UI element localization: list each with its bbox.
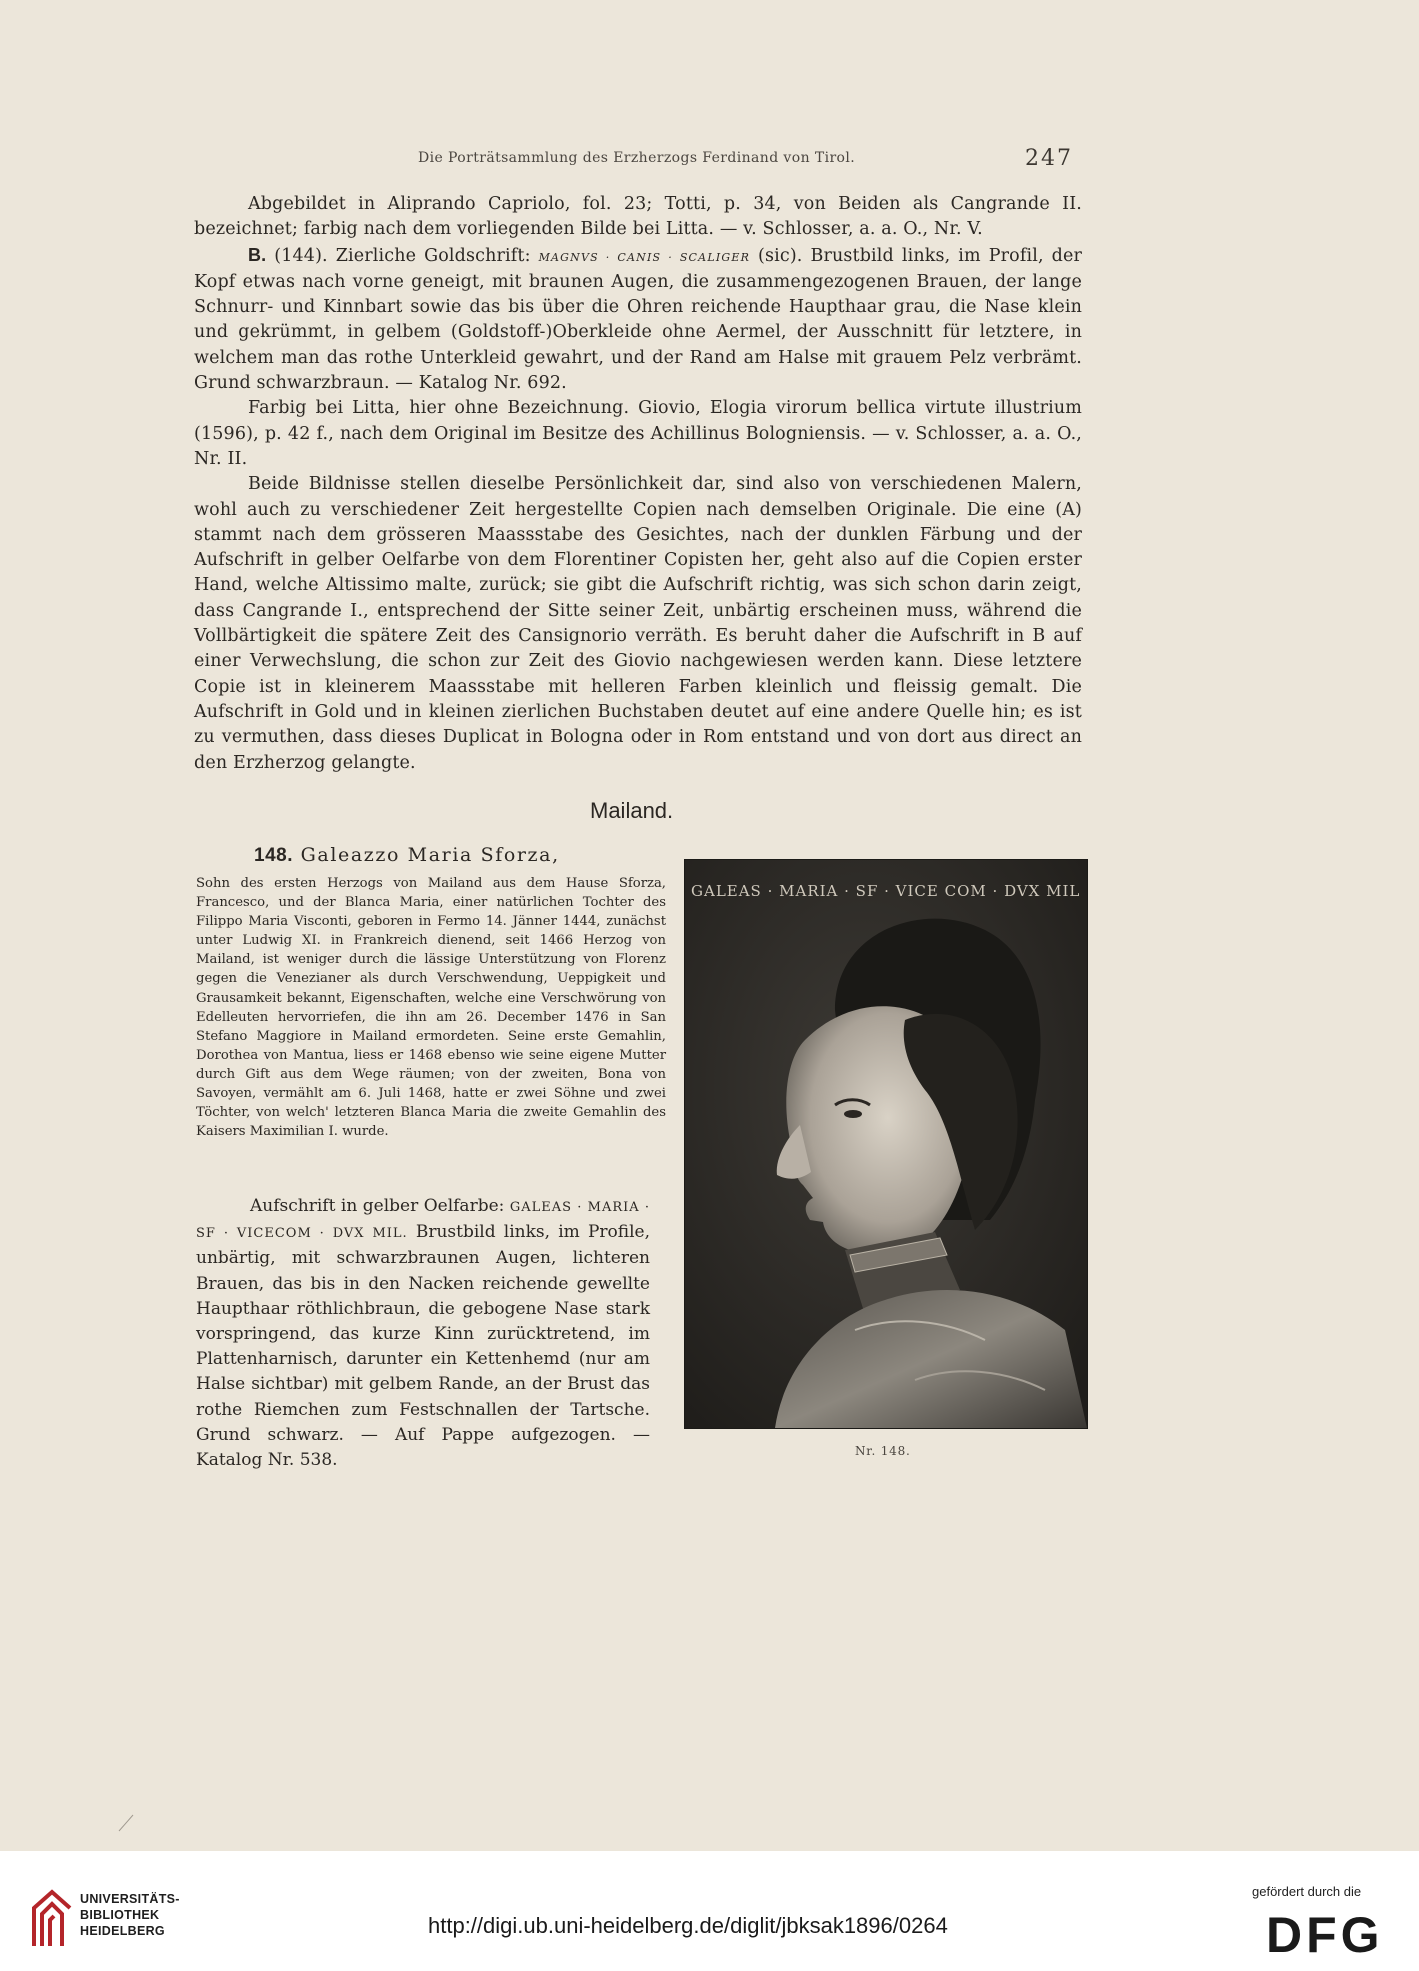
description-inscription: GALEAS · MARIA · SF · VICECOM · DVX MIL. [196, 1200, 650, 1242]
entry-number: 148. [254, 845, 293, 866]
library-name [80, 1891, 180, 1939]
page-number: 247 [1025, 146, 1073, 171]
entry-b-label: B. [248, 244, 267, 265]
figure-caption: Nr. 148. [855, 1444, 911, 1458]
paragraph-entry-b [194, 243, 1082, 397]
library-name-line: BIBLIOTHEK [80, 1908, 160, 1922]
entry-b-text-a: (144). Zierliche Goldschrift: [274, 245, 531, 266]
entry-b-inscription: MAGNVS · CANIS · SCALIGER [538, 250, 751, 264]
running-head: Die Porträtsammlung des Erzherzogs Ferdinand von Tirol. [418, 150, 856, 166]
library-name-line: UNIVERSITÄTS- [80, 1892, 180, 1906]
library-logo-icon [30, 1886, 74, 1952]
portrait-inscription: GALEAS · MARIA · SF · VICE COM · DVX MIL [691, 882, 1081, 900]
entry-heading [254, 844, 560, 867]
entry-description [196, 1194, 650, 1473]
paragraph-citation: Abgebildet in Aliprando Capriolo, fol. 23; Totti, p. 34, von Beiden als Cangrande II. bezeichnet; farbig nach dem vorliegenden Bilde bei Litta. — v. Schlosser, a. a. O., Nr. V. [194, 194, 1082, 240]
library-name-line: HEIDELBERG [80, 1924, 165, 1938]
source-url-link[interactable]: http://digi.ub.uni-heidelberg.de/diglit/jbksak1896/0264 [428, 1913, 948, 1938]
paragraph-giovio: Farbig bei Litta, hier ohne Bezeichnung. Giovio, Elogia virorum bellica virtute illustrium (1596), p. 42 f., nach dem Original im Besitze des Achillinus Bologniensis. — v. Schlosser, a. a. O., Nr. II. [194, 398, 1082, 469]
description-text-a: Aufschrift in gelber Oelfarbe: [250, 1196, 505, 1216]
funded-by-label: gefördert durch die [1252, 1884, 1362, 1899]
entry-biography: Sohn des ersten Herzogs von Mailand aus dem Hause Sforza, Francesco, und der Blanca Maria, einer natürlichen Tochter des Filippo Maria Visconti, geboren in Fermo 14. Jänner 1444, zunächst unter Ludwig XI. in Frankreich dienend, seit 1466 Herzog von Mailand, ist weniger durch die lässige Unterstützung von Florenz gegen die Venezianer als durch Verschwendung, Ueppigkeit und Grausamkeit bekannt, Eigenschaften, welche eine Verschwörung von Edelleuten hervorriefen, die ihn am 26. December 1476 in San Stefano Maggiore in Mailand ermordeten. Seine erste Gemahlin, Dorothea von Mantua, liess er 1468 ebenso wie seine eigene Mutter durch Gift aus dem Wege räumen; von der zweiten, Bona von Savoyen, vermählt am 6. Juli 1468, hatte er zwei Söhne und zwei Töchter, von welch' letzteren Blanca Maria die zweite Gemahlin des Kaisers Maximilian I. wurde. [196, 876, 666, 1140]
entry-name: Galeazzo Maria Sforza, [300, 844, 560, 866]
digitization-footer [0, 1851, 1419, 1971]
main-text-block [194, 192, 1082, 776]
portrait-figure [684, 859, 1088, 1429]
dfg-logo: DFG [1266, 1907, 1384, 1963]
description-text-b: Brustbild links, im Profile, unbärtig, mit schwarzbraunen Augen, lichteren Brauen, das bis in den Nacken reichende gewellte Haupthaar röthlichbraun, die gebogene Nase stark vorspringend, das kurze Kinn zurücktretend, im Plattenharnisch, darunter ein Kettenhemd (nur am Halse sichtbar) mit gelbem Rande, an der Brust das rothe Riemchen zum Festschnallen der Tartsche. Grund schwarz. — Auf Pappe aufgezogen. — Katalog Nr. 538. [196, 1222, 651, 1471]
pencil-mark [118, 1814, 134, 1832]
portrait-image [685, 860, 1087, 1428]
entry-b-text-b: (sic). Brustbild links, im Profil, der Kopf etwas nach vorne geneigt, mit braunen Augen, die zusammengezogenen Brauen, der lange Schnurr- und Kinnbart sowie das bis über die Ohren reichende Haupthaar grau, die Nase klein und gekrümmt, in gelbem (Goldstoff-)Oberkleide ohne Aermel, der Ausschnitt für letztere, in welchem man das rothe Unterkleid gewahrt, und der Rand am Halse mit grauem Pelz verbrämt. Grund schwarzbraun. — Katalog Nr. 692. [194, 245, 1082, 394]
section-heading: Mailand. [590, 798, 674, 823]
paragraph-comparison: Beide Bildnisse stellen dieselbe Persönlichkeit dar, sind also von verschiedenen Malern, wohl auch zu verschiedener Zeit hergestellte Copien nach demselben Originale. Die eine (A) stammt nach dem grösseren Maassstabe des Gesichtes, nach der dunklen Färbung und der Aufschrift in gelber Oelfarbe von dem Florentiner Copisten her, geht also auf die Copien erster Hand, welche Altissimo malte, zurück; sie gibt die Aufschrift richtig, was sich schon darin zeigt, dass Cangrande I., entsprechend der Sitte seiner Zeit, unbärtig erscheinen muss, während die Vollbärtigkeit die spätere Zeit des Cansignorio verräth. Es beruht daher die Aufschrift in B auf einer Verwechslung, die schon zur Zeit des Giovio nachgewiesen werden kann. Diese letztere Copie ist in kleinerem Maassstabe mit helleren Farben kleinlich und fleissig gemalt. Die Aufschrift in Gold und in kleinen zierlichen Buchstaben deutet auf eine andere Quelle hin; es ist zu vermuthen, dass dieses Duplicat in Bologna oder in Rom entstand und von dort aus direct an den Erzherzog gelangte. [194, 474, 1082, 773]
